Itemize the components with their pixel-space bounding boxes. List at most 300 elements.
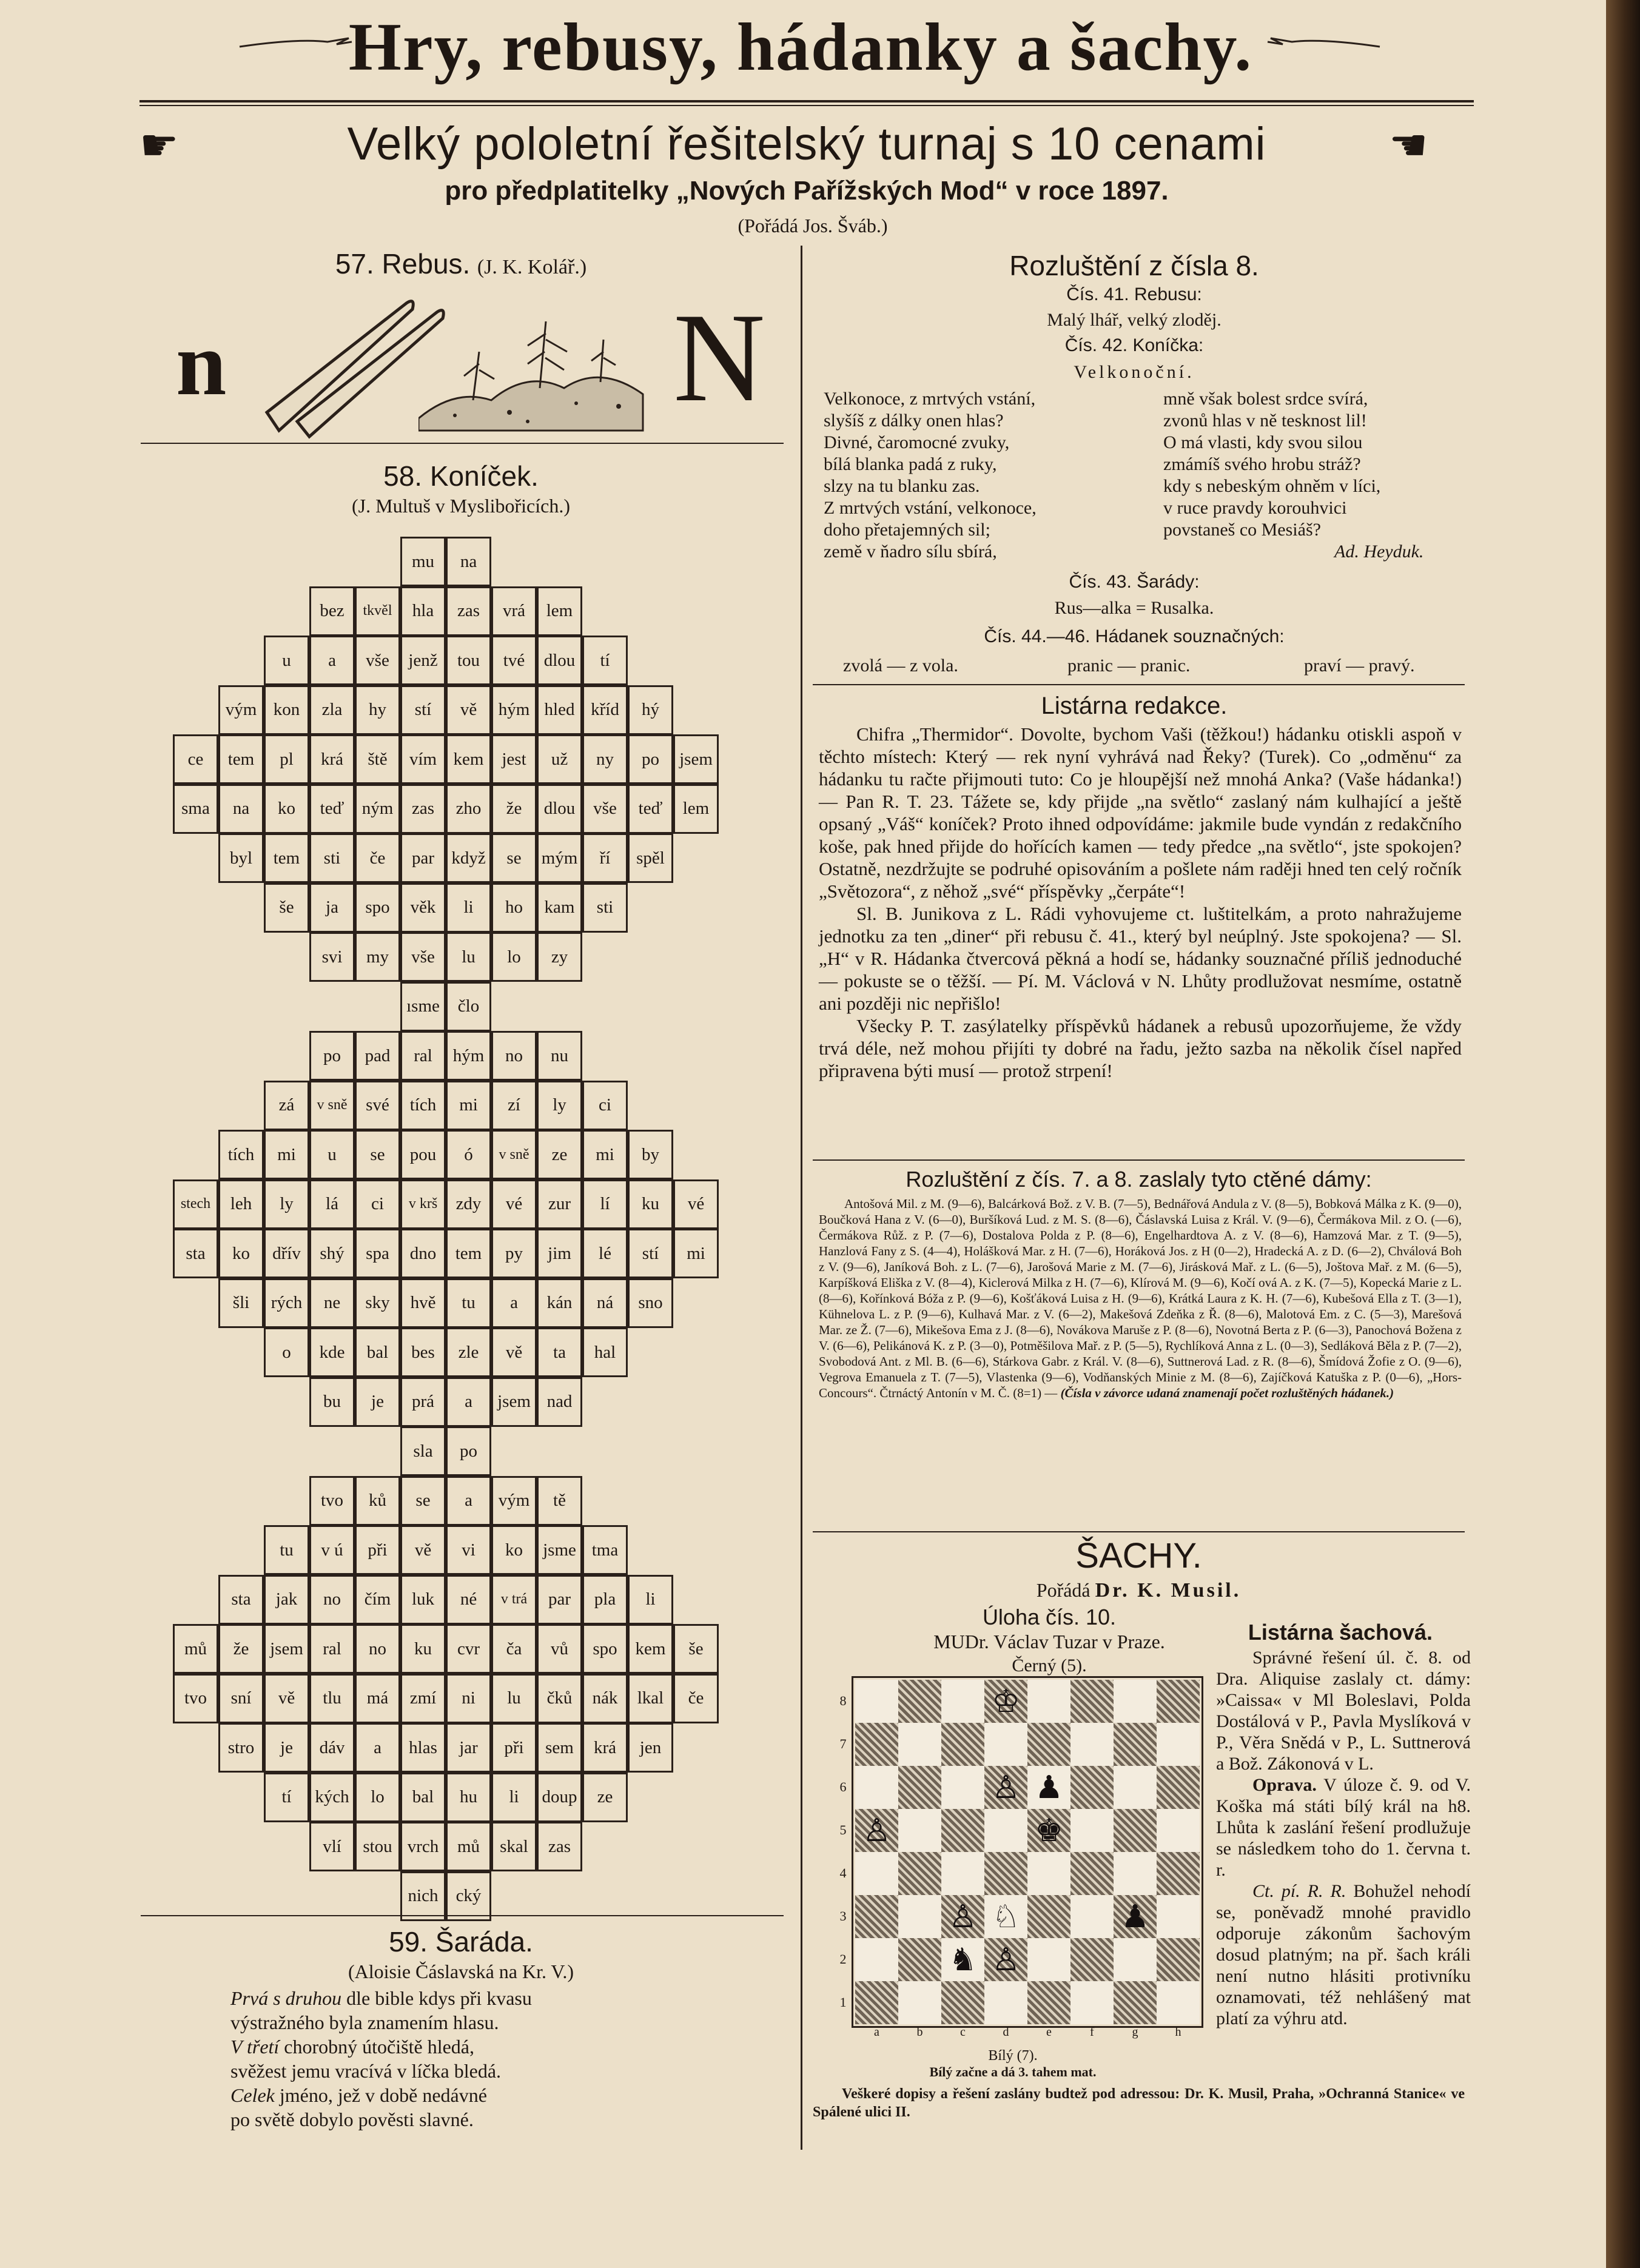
konicek-cell: še (264, 883, 309, 933)
konicek-cell: teď (309, 784, 355, 834)
konicek-cell: doup (537, 1773, 582, 1822)
konicek-cell: zí (491, 1081, 537, 1130)
konicek-cell: no (309, 1575, 355, 1625)
konicek-cell: vě (400, 1525, 446, 1575)
chess-organizer-name: Dr. K. Musil. (1095, 1579, 1242, 1602)
chess-organizer-prefix: Pořádá (1036, 1579, 1091, 1601)
konicek-cell: u (309, 1130, 355, 1179)
konicek-cell: lkal (628, 1674, 673, 1723)
light-square (898, 1723, 941, 1766)
dark-square (1114, 1723, 1157, 1766)
chess-listarna (1216, 1647, 1471, 2029)
light-square (941, 1680, 984, 1723)
konicek-cell: hlas (400, 1723, 446, 1773)
konicek-cell: vlí (309, 1822, 355, 1871)
konicek-solution-title: Velkonoční. (1074, 362, 1195, 382)
sarada-line (230, 2010, 728, 2035)
file-label: a (874, 2025, 879, 2039)
konicek-cell: že (491, 784, 537, 834)
konicek-cell: tích (400, 1081, 446, 1130)
konicek-cell: ta (537, 1327, 582, 1377)
konicek-cell: v trá (491, 1575, 537, 1625)
light-square (855, 1852, 898, 1895)
konicek-cell: člo (446, 982, 491, 1032)
sarada-line (230, 2107, 728, 2132)
sarada-line-emphasis: Prvá s druhou (230, 1987, 342, 2009)
sarada-line (230, 2035, 728, 2059)
konicek-cell: byl (218, 833, 264, 883)
konicek-cell: vím (400, 734, 446, 784)
dark-square (1114, 1809, 1157, 1852)
konicek-cell: stou (355, 1822, 400, 1871)
poem-line: Velkonoce, z mrtvých vstání, (824, 389, 1036, 409)
light-square (941, 1766, 984, 1809)
sarada-line-emphasis: Celek (230, 2084, 275, 2106)
konicek-cell: še (673, 1624, 719, 1674)
konicek-cell: ly (264, 1179, 309, 1229)
file-label: e (1046, 2025, 1052, 2039)
konicek-cell: tem (218, 734, 264, 784)
poem-line: zvonů hlas v ně tesknost lil! (1163, 411, 1367, 431)
black-pawn-icon: ♟ (1035, 1769, 1063, 1806)
konicek-cell: cvr (446, 1624, 491, 1674)
konicek-cell: v sně (309, 1081, 355, 1130)
white-pawn-icon: ♙ (949, 1898, 977, 1935)
solvers-note: (Čísla v závorce udaná znamenají počet rozluštěných hádanek.) (1060, 1386, 1394, 1400)
konicek-cell: ze (582, 1773, 628, 1822)
konicek-cell: vů (537, 1624, 582, 1674)
konicek-cell: kam (537, 883, 582, 933)
konicek-cell: zur (537, 1179, 582, 1229)
konicek-cell: o (264, 1327, 309, 1377)
konicek-cell: hý (628, 685, 673, 735)
file-label: c (960, 2025, 966, 2039)
konicek-cell: vě (491, 1327, 537, 1377)
konicek-cell: ku (628, 1179, 673, 1229)
listarna-paragraph-3: Všecky P. T. zasýlatelky příspěvků hádanek a rebusů upozorňujeme, že vždy trvá déle, než mohou přijíti ty dobré na řadu, ježto sazba na několik čísel napřed připravena býti musí — protož strpení! (819, 1015, 1462, 1081)
konicek-cell: v ú (309, 1525, 355, 1575)
konicek-grid (173, 537, 719, 1931)
konicek-cell: a (309, 636, 355, 685)
konicek-cell: ště (355, 734, 400, 784)
dark-square (984, 1852, 1027, 1895)
konicek-cell: tlu (309, 1674, 355, 1723)
sarada-line (230, 2059, 728, 2083)
konicek-cell: se (491, 833, 537, 883)
dark-square (1027, 1723, 1070, 1766)
chess-organizer (813, 1577, 1465, 1604)
konicek-cell: ci (582, 1081, 628, 1130)
header-arrow-right (1262, 33, 1383, 52)
konicek-cell: mi (446, 1081, 491, 1130)
sarada-line-text: po světě dobylo pověsti slavné. (230, 2109, 474, 2130)
konicek-cell: bes (400, 1327, 446, 1377)
solvers-list (819, 1196, 1462, 1401)
poem-line: slzy na tu blanku zas. (824, 476, 980, 496)
poem-line: mně však bolest srdce svírá, (1163, 389, 1368, 409)
konicek-cell: sti (309, 833, 355, 883)
konicek-cell: ral (309, 1624, 355, 1674)
konicek-cell: mi (264, 1130, 309, 1179)
konicek-cell: če (673, 1674, 719, 1723)
dark-square (855, 1895, 898, 1938)
white-pawn-icon: ♙ (992, 1769, 1020, 1806)
light-square (1070, 1981, 1114, 2024)
konicek-cell: dřív (264, 1229, 309, 1278)
light-square (898, 1895, 941, 1938)
light-square (855, 1766, 898, 1809)
konicek-cell: je (264, 1723, 309, 1773)
konicek-cell: zas (537, 1822, 582, 1871)
rebus-title: 57. Rebus. (335, 248, 471, 280)
poem-line: doho přetajemných sil; (824, 520, 990, 540)
konicek-cell: je (355, 1377, 400, 1427)
konicek-cell: par (400, 833, 446, 883)
konicek-cell: shý (309, 1229, 355, 1278)
konicek-cell: hla (400, 586, 446, 636)
konicek-cell: ja (309, 883, 355, 933)
chess-footer-text: Veškeré dopisy a řešení zaslány budtež pod adressou: Dr. K. Musil, Praha, »Ochranná Stanice« ve Spálené ulici II. (813, 2086, 1465, 2120)
konicek-cell: vě (264, 1674, 309, 1723)
konicek-cell: ča (491, 1624, 537, 1674)
konicek-cell: stí (628, 1229, 673, 1278)
konicek-cell: mu (400, 537, 446, 586)
konicek-cell: ne (309, 1278, 355, 1328)
poem-line: Z mrtvých vstání, velkonoce, (824, 498, 1037, 518)
konicek-cell: má (355, 1674, 400, 1723)
pointing-hand-right-icon: ☛ (1389, 121, 1428, 170)
konicek-cell: kem (446, 734, 491, 784)
dark-square (1157, 1766, 1200, 1809)
light-square (984, 1809, 1027, 1852)
konicek-cell: pad (355, 1031, 400, 1081)
konicek-cell: tu (446, 1278, 491, 1328)
file-label: b (916, 2025, 923, 2039)
konicek-cell: kříd (582, 685, 628, 735)
konicek-cell: po (309, 1031, 355, 1081)
konicek-cell: na (218, 784, 264, 834)
konicek-cell: vým (218, 685, 264, 735)
tournament-subtitle: pro předplatitelky „Nových Pařížských Mod“ v roce 1897. (445, 176, 1169, 206)
listarna-divider (813, 1159, 1465, 1161)
rebus-author: (J. K. Kolář.) (477, 256, 587, 278)
solvers-heading: Rozluštění z čís. 7. a 8. zaslaly tyto ctěné dámy: (906, 1167, 1372, 1192)
konicek-cell: už (537, 734, 582, 784)
konicek-cell: se (355, 1130, 400, 1179)
konicek-cell: skal (491, 1822, 537, 1871)
konicek-cell: na (446, 537, 491, 586)
chess-footer (813, 2085, 1465, 2121)
light-square (984, 1723, 1027, 1766)
dark-square (1114, 1981, 1157, 2024)
konicek-cell: jsem (491, 1377, 537, 1427)
rank-label: 1 (839, 1995, 847, 2010)
konicek-cell: ze (537, 1130, 582, 1179)
konicek-cell: zho (446, 784, 491, 834)
dark-square (1070, 1938, 1114, 1981)
oprava-text: V úloze č. 9. od V. Koška má státi bílý král na h8. Lhůta k zaslání řešení prodlužuje se následkem toho do 1. června t. r. (1216, 1775, 1471, 1880)
konicek-cell: dáv (309, 1723, 355, 1773)
konicek-cell: ó (446, 1130, 491, 1179)
rebus-solution-label (813, 283, 1456, 307)
konicek-cell: mým (537, 833, 582, 883)
konicek-cell: krá (309, 734, 355, 784)
light-square (1157, 1981, 1200, 2024)
konicek-cell: cký (446, 1871, 491, 1921)
konicek-cell: ko (264, 784, 309, 834)
light-square (941, 1852, 984, 1895)
konicek-cell: u (264, 636, 309, 685)
hadanky-answer-3: praví — pravý. (1304, 656, 1415, 676)
listarna-body (819, 723, 1462, 1082)
konicek-cell: ho (491, 883, 537, 933)
konicek-cell: a (446, 1476, 491, 1526)
konicek-cell: hvě (400, 1278, 446, 1328)
konicek-cell: věk (400, 883, 446, 933)
dark-square (1157, 1680, 1200, 1723)
dark-square (898, 1852, 941, 1895)
konicek-cell: když (446, 833, 491, 883)
konicek-cell: ly (537, 1081, 582, 1130)
konicek-cell: teď (628, 784, 673, 834)
konicek-cell: hy (355, 685, 400, 735)
snowy-landscape-icon (418, 297, 649, 440)
konicek-cell: dlou (537, 636, 582, 685)
white-pawn-icon: ♙ (992, 1941, 1020, 1978)
konicek-cell: ků (355, 1476, 400, 1526)
konicek-cell: tě (537, 1476, 582, 1526)
dark-square (898, 1766, 941, 1809)
rebus-letter-n: n (176, 314, 227, 414)
konicek-cell: tem (446, 1229, 491, 1278)
file-label: g (1132, 2025, 1138, 2039)
light-square (1114, 1680, 1157, 1723)
konicek-cell: se (400, 1476, 446, 1526)
ct-text: Bohužel nehodí se, poněvadž mnohé pravidlo odporuje zákonům šachovým dosud platným; na př. šach králi není nutno hlásiti protivníku oznamovati, též nehlášený mat platí za výhru atd. (1216, 1881, 1471, 2028)
konicek-cell: tích (218, 1130, 264, 1179)
dark-square (941, 1723, 984, 1766)
rebus-solution: Malý lhář, velký zloděj. (1047, 310, 1222, 330)
rank-label: 2 (839, 1951, 847, 1967)
dark-square (1070, 1680, 1114, 1723)
konicek-cell: nich (400, 1871, 446, 1921)
konicek-cell: li (628, 1575, 673, 1625)
konicek-cell: stro (218, 1723, 264, 1773)
konicek-cell: vrá (491, 586, 537, 636)
konicek-cell: tkvěl (355, 586, 400, 636)
light-square (1114, 1852, 1157, 1895)
light-square (898, 1809, 941, 1852)
konicek-cell: by (628, 1130, 673, 1179)
rebus-solution-label-text: Čís. 41. Rebusu: (1066, 284, 1202, 304)
light-square (1157, 1809, 1200, 1852)
dark-square (898, 1938, 941, 1981)
rank-label: 7 (839, 1736, 847, 1751)
konicek-cell: jar (446, 1723, 491, 1773)
konicek-cell: své (355, 1081, 400, 1130)
dark-square (1157, 1938, 1200, 1981)
konicek-cell: spo (582, 1624, 628, 1674)
konicek-cell: vým (491, 1476, 537, 1526)
konicek-cell: spěl (628, 833, 673, 883)
konicek-cell: nad (537, 1377, 582, 1427)
hadanky-answer-1: zvolá — z vola. (843, 656, 958, 676)
konicek-cell: jim (537, 1229, 582, 1278)
sarada-line-text: výstražného byla znamením hlasu. (230, 2011, 499, 2033)
solutions-heading: Rozluštění z čísla 8. (1009, 250, 1259, 281)
poem-line: země v ňadro sílu sbírá, (824, 542, 997, 562)
konicek-divider (141, 1915, 784, 1916)
konicek-cell: zas (446, 586, 491, 636)
konicek-cell: tu (264, 1525, 309, 1575)
konicek-cell: vše (400, 932, 446, 982)
konicek-cell: zas (400, 784, 446, 834)
poem-line: bílá blanka padá z ruky, (824, 454, 997, 474)
black-pawn-icon: ♟ (1121, 1898, 1149, 1935)
konicek-cell: pla (582, 1575, 628, 1625)
poem-line: O má vlasti, kdy svou silou (1163, 432, 1363, 452)
konicek-cell: kých (309, 1773, 355, 1822)
file-label: f (1090, 2025, 1094, 2039)
konicek-cell: no (355, 1624, 400, 1674)
dark-square (898, 1680, 941, 1723)
sarada-line-text: jméno, jež v době nedávné (274, 2084, 487, 2106)
poem-left-column (824, 388, 1163, 563)
dark-square (941, 1981, 984, 2024)
sarada-line-text: chorobný útočiště hledá, (279, 2036, 474, 2058)
konicek-cell: no (491, 1031, 537, 1081)
konicek-cell: v sně (491, 1130, 537, 1179)
konicek-cell: a (491, 1278, 537, 1328)
konicek-cell: lé (582, 1229, 628, 1278)
light-square (1027, 1852, 1070, 1895)
pointing-hand-left-icon: ☛ (139, 121, 179, 170)
konicek-cell: sem (537, 1723, 582, 1773)
problem-heading: Úloha čís. 10. (982, 1605, 1117, 1629)
rank-label: 3 (839, 1908, 847, 1924)
dark-square (1157, 1852, 1200, 1895)
rank-label: 6 (839, 1779, 847, 1794)
konicek-cell: tvo (309, 1476, 355, 1526)
konicek-cell: jsme (537, 1525, 582, 1575)
light-square (1070, 1809, 1114, 1852)
konicek-cell: lem (537, 586, 582, 636)
konicek-cell: jen (628, 1723, 673, 1773)
konicek-cell: po (628, 734, 673, 784)
konicek-cell: a (446, 1377, 491, 1427)
light-square (1114, 1766, 1157, 1809)
dark-square (855, 1723, 898, 1766)
konicek-cell: tí (582, 636, 628, 685)
konicek-cell: vé (673, 1179, 719, 1229)
hadanky-answer-2: pranic — pranic. (1067, 656, 1191, 676)
konicek-cell: ko (218, 1229, 264, 1278)
konicek-cell: bal (355, 1327, 400, 1377)
konicek-cell: šli (218, 1278, 264, 1328)
sarada-poem (230, 1986, 728, 2132)
konicek-cell: tem (264, 833, 309, 883)
konicek-cell: zla (309, 685, 355, 735)
light-square (1070, 1895, 1114, 1938)
konicek-cell: sta (173, 1229, 218, 1278)
konicek-cell: bu (309, 1377, 355, 1427)
konicek-cell: tvo (173, 1674, 218, 1723)
rebus-heading (139, 246, 782, 286)
konicek-cell: svi (309, 932, 355, 982)
konicek-cell: mi (673, 1229, 719, 1278)
konicek-cell: spa (355, 1229, 400, 1278)
dark-square (855, 1981, 898, 2024)
tournament-organizer: (Pořádá Jos. Šváb.) (738, 215, 888, 237)
chess-listarna-heading: Listárna šachová. (1248, 1620, 1433, 1645)
light-square (898, 1981, 941, 2024)
konicek-cell: lu (491, 1674, 537, 1723)
konicek-cell: ná (582, 1278, 628, 1328)
rank-label: 8 (839, 1693, 847, 1708)
konicek-cell: kán (537, 1278, 582, 1328)
konicek-cell: ci (355, 1179, 400, 1229)
konicek-cell: vé (491, 1179, 537, 1229)
konicek-cell: při (355, 1525, 400, 1575)
konicek-author: (J. Multuš v Myslibořicích.) (352, 495, 570, 517)
problem-author: MUDr. Václav Tuzar v Praze. (933, 1631, 1165, 1652)
konicek-cell: ce (173, 734, 218, 784)
konicek-cell: lo (491, 932, 537, 982)
konicek-cell: nák (582, 1674, 628, 1723)
poem-line: povstaneš co Mesiáš? (1163, 520, 1321, 540)
listarna-paragraph-2: Sl. B. Junikova z L. Rádi vyhovujeme ct. luštitelkám, a proto nahražujeme jednotku za ten „diner“ při rebusu č. 41., který byl neúplný. Jste spokojena? — Sl. „H“ v R. Hádanka čtvercová pěkná a hodí se, hádanky souznačné příliš jednoduché — pokuste se o těžší. — Pí. M. Václová v N. Lhůty prodlužovat nesmíme, ostatně ani později nic nepřišlo! (819, 903, 1462, 1014)
konicek-cell: zy (537, 932, 582, 982)
konicek-cell: pou (400, 1130, 446, 1179)
konicek-cell: kem (628, 1624, 673, 1674)
chess-task: Bílý začne a dá 3. tahem mat. (929, 2064, 1097, 2079)
poem-line: zmámíš svého hrobu stráž? (1163, 454, 1361, 474)
light-square (1027, 1938, 1070, 1981)
konicek-cell: lo (355, 1773, 400, 1822)
light-square (1157, 1895, 1200, 1938)
konicek-cell: ısme (400, 982, 446, 1032)
konicek-cell: tvé (491, 636, 537, 685)
sarada-line-text: dle bible kdys při kvasu (341, 1987, 532, 2009)
konicek-cell: ří (582, 833, 628, 883)
konicek-cell: hým (491, 685, 537, 735)
konicek-cell: stí (400, 685, 446, 735)
konicek-cell: ral (400, 1031, 446, 1081)
konicek-cell: jest (491, 734, 537, 784)
konicek-cell: sma (173, 784, 218, 834)
sarada-author: (Aloisie Čáslavská na Kr. V.) (348, 1961, 574, 1982)
konicek-cell: zle (446, 1327, 491, 1377)
sarady-solution: Rus—alka = Rusalka. (1054, 598, 1214, 618)
page-spine-shadow (1606, 0, 1640, 2268)
poem-line: kdy s nebeským ohněm v líci, (1163, 476, 1381, 496)
konicek-heading: 58. Koníček. (383, 460, 539, 492)
konicek-cell: nu (537, 1031, 582, 1081)
konicek-cell: jak (264, 1575, 309, 1625)
poem-signature: Ad. Heyduk. (1334, 542, 1424, 562)
konicek-cell: sti (582, 883, 628, 933)
konicek-cell: ným (355, 784, 400, 834)
tournament-title: Velký pololetní řešitelský turnaj s 10 cenami (347, 118, 1266, 170)
poem-line: v ruce pravdy korouhvici (1163, 498, 1347, 518)
poem-right-column (1163, 388, 1479, 541)
section-title: Hry, rebusy, hádanky a šachy. (348, 10, 1253, 85)
konicek-cell: sní (218, 1674, 264, 1723)
konicek-cell: my (355, 932, 400, 982)
sarada-heading: 59. Šaráda. (389, 1926, 533, 1958)
sarada-line (230, 2083, 728, 2107)
header-divider (139, 100, 1474, 102)
